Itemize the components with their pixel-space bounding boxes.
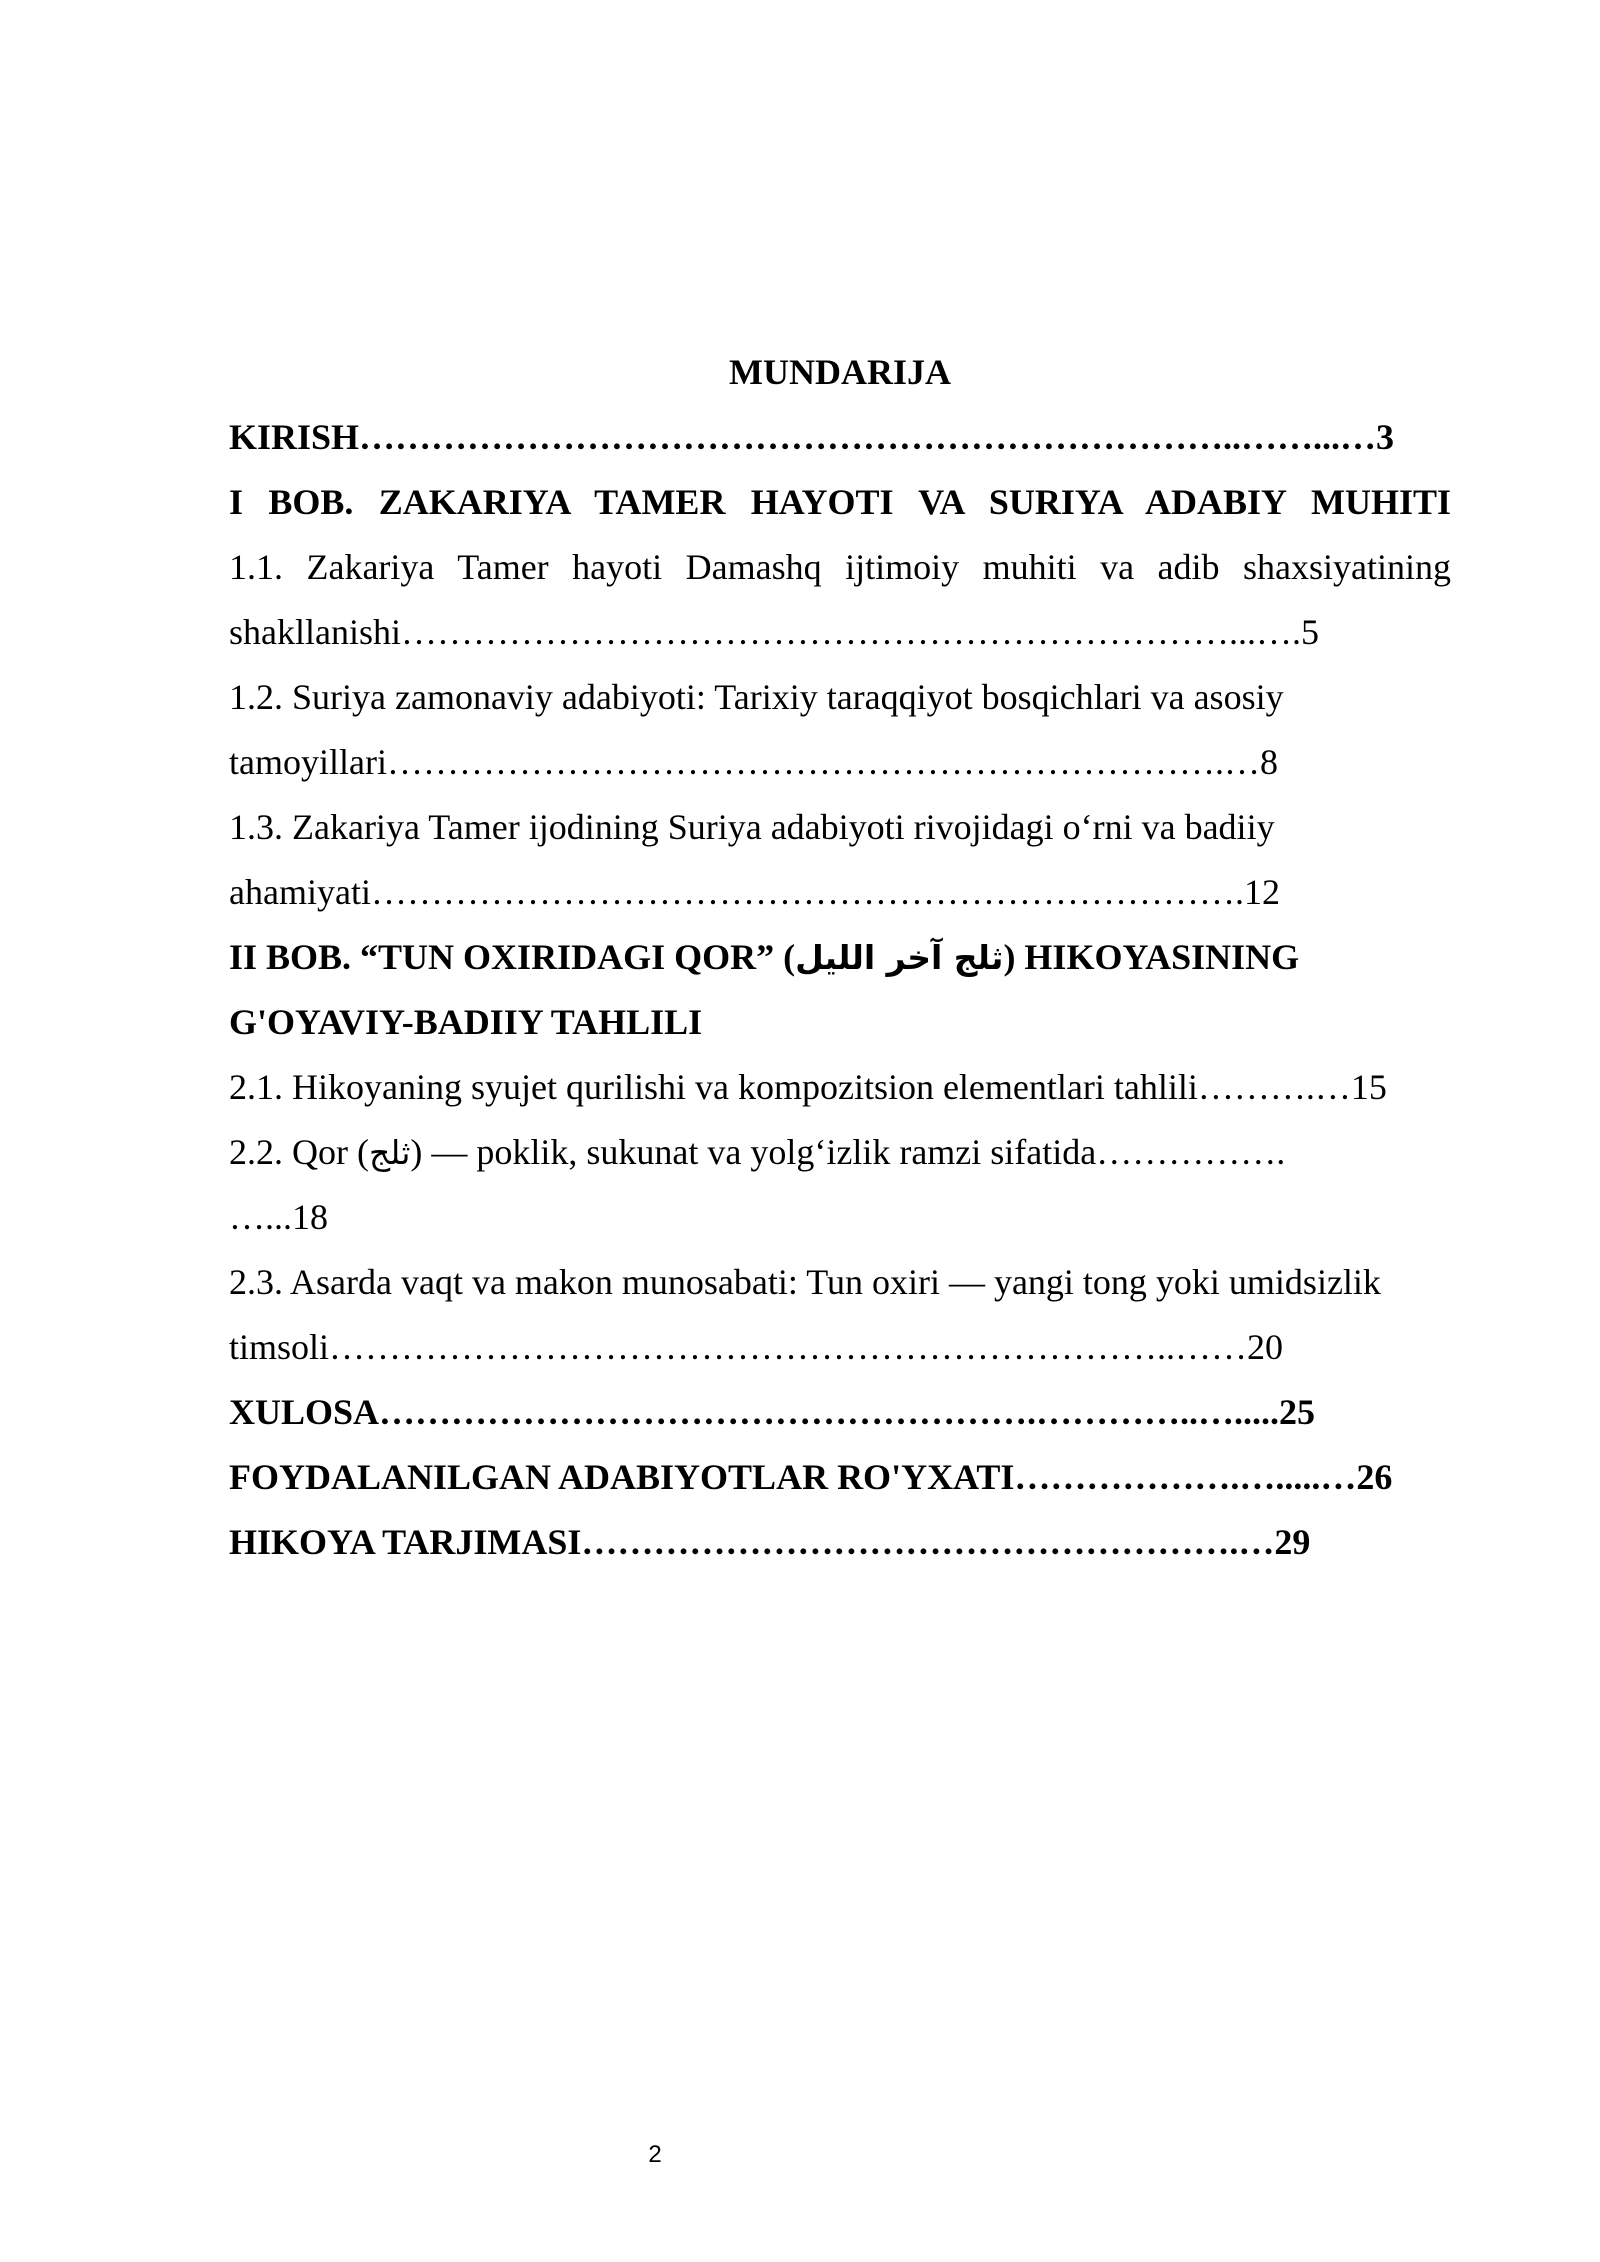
section-2-2-arabic-word: ثلج xyxy=(368,1133,411,1172)
chapter-2-arabic-title: ثلج آخر الليل xyxy=(795,938,1004,977)
toc-title: MUNDARIJA xyxy=(729,352,951,392)
chapter-2-title-end: ) HIKOYASINING xyxy=(1003,937,1300,977)
toc-entry-xulosa: XULOSA……………………………………………….…………..….....25 xyxy=(229,1392,1316,1432)
toc-entry-section-2-1: 2.1. Hikoyaning syujet qurilishi va kompozitsion elementlari tahlili……….…15 xyxy=(229,1067,1387,1107)
section-2-2-end: ) — poklik, sukunat va yolg‘izlik ramzi sifatida……………. xyxy=(410,1132,1286,1172)
toc-entry-section-2-3-continued: timsoli……………………………………………………………..……20 xyxy=(229,1327,1284,1367)
chapter-2-title-start: II BOB. “TUN OXIRIDAGI QOR” ( xyxy=(229,937,796,977)
toc-entry-section-1-1: 1.1. Zakariya Tamer hayoti Damashq ijtimoiy muhiti va adib shaxsiyatining xyxy=(229,547,1451,587)
toc-entry-kirish: KIRISH………………………………………………………………..……...…3 xyxy=(229,417,1395,457)
section-2-2-start: 2.2. Qor ( xyxy=(229,1132,369,1172)
toc-entry-bibliography: FOYDALANILGAN ADABIYOTLAR RO'YXATI……………….….....…26 xyxy=(229,1457,1393,1497)
toc-entry-chapter-2-continued: G'OYAVIY-BADIIY TAHLILI xyxy=(229,1002,703,1042)
toc-entry-section-2-2-continued: …...18 xyxy=(229,1197,328,1237)
toc-entry-section-1-2: 1.2. Suriya zamonaviy adabiyoti: Tarixiy taraqqiyot bosqichlari va asosiy xyxy=(229,677,1284,717)
toc-entry-section-2-3: 2.3. Asarda vaqt va makon munosabati: Tun oxiri — yangi tong yoki umidsizlik xyxy=(229,1262,1381,1302)
page-number: 2 xyxy=(648,2141,662,2168)
table-of-contents xyxy=(229,340,1451,1575)
toc-entry-section-1-3: 1.3. Zakariya Tamer ijodining Suriya adabiyoti rivojidagi o‘rni va badiiy xyxy=(229,807,1275,847)
toc-entry-section-1-3-continued: ahamiyati……………………………………………………………….12 xyxy=(229,872,1280,912)
toc-entry-section-1-1-continued: shakllanishi……………………………………………………………...….5 xyxy=(229,612,1319,652)
toc-entry-section-2-2 xyxy=(229,1120,1451,1185)
toc-entry-section-1-2-continued: tamoyillari…………………………………………………………….…8 xyxy=(229,742,1278,782)
toc-entry-story-translation: HIKOYA TARJIMASI……………………………………………….…29 xyxy=(229,1522,1311,1562)
toc-entry-chapter-1: I BOB. ZAKARIYA TAMER HAYOTI VA SURIYA ADABIY MUHITI xyxy=(229,482,1451,522)
toc-entry-chapter-2 xyxy=(229,925,1451,990)
